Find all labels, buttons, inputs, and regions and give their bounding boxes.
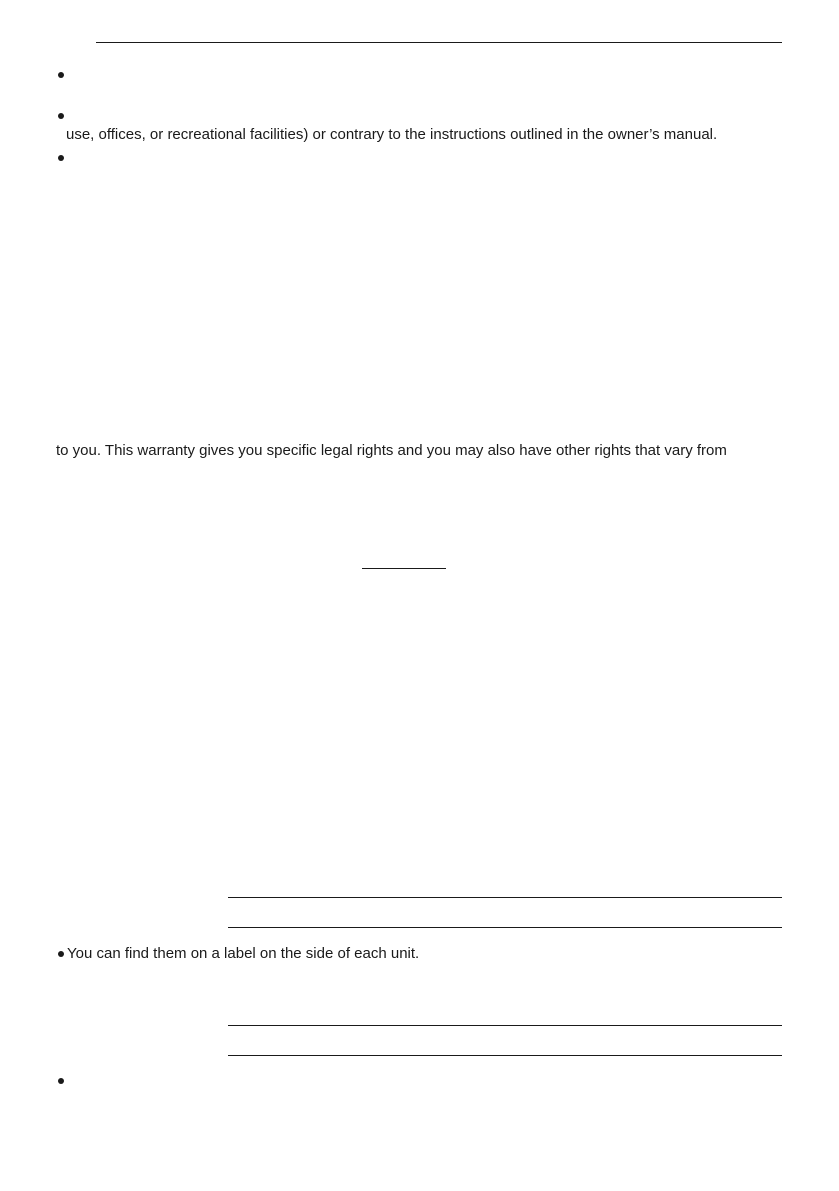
bullet-3 — [58, 155, 64, 161]
bullet-1 — [58, 72, 64, 78]
paragraph-line-legal-rights: to you. This warranty gives you specific legal rights and you may also have other rights that vary from — [56, 442, 727, 459]
section-heading-underline — [362, 568, 446, 569]
label-location-note: You can find them on a label on the side of each unit. — [67, 945, 420, 962]
form-field-line-2 — [228, 927, 782, 928]
bullet-5 — [58, 1078, 64, 1084]
form-field-line-1 — [228, 897, 782, 898]
paragraph-line-offices: use, offices, or recreational facilities) or contrary to the instructions outlined in the owner’s manual. — [66, 126, 718, 143]
header-rule — [96, 42, 782, 43]
bullet-2 — [58, 113, 64, 119]
form-field-line-3 — [228, 1025, 782, 1026]
form-field-line-4 — [228, 1055, 782, 1056]
bullet-4 — [58, 951, 64, 957]
